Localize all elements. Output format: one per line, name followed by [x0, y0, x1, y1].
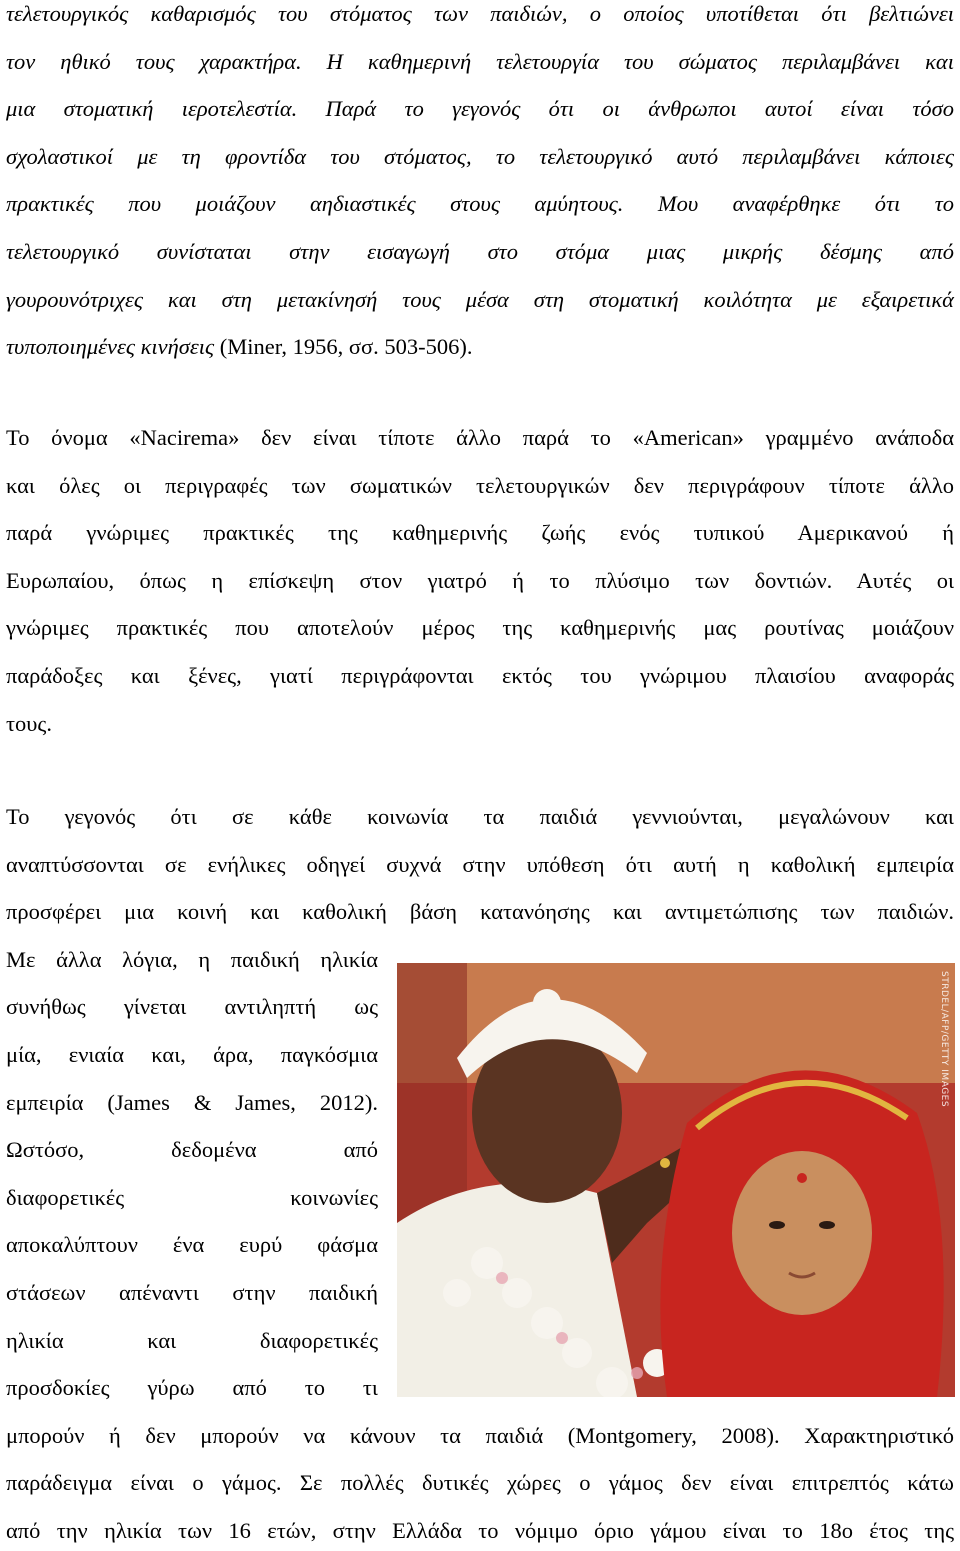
text-span: τον ηθικό τους χαρακτήρα. Η καθημερινή τελετουργία του σώματος περιλαμβάνει και	[6, 48, 954, 74]
p3-wrapped-line	[6, 1321, 378, 1361]
text-span: παράδειγμα είναι ο γάμος. Σε πολλές δυτικές χώρες ο γάμος δεν είναι επιτρεπτός κάτω	[6, 1470, 954, 1496]
p1-line	[6, 232, 954, 272]
text-span: Το γεγονός ότι σε κάθε κοινωνία τα παιδιά γεννιούνται, μεγαλώνουν και	[6, 804, 954, 829]
text-span: διαφορετικές κοινωνίες	[6, 1184, 378, 1210]
p3-line	[6, 845, 954, 885]
text-span: σχολαστικοί με τη φροντίδα του στόματος, το τελετουργικό αυτό περιλαμβάνει κάποιες	[6, 143, 954, 169]
text-span: (Miner, 1956, σσ. 503-506).	[214, 334, 473, 360]
text-span: τελετουργικός καθαρισμός του στόματος των παιδιών, ο οποίος υποτίθεται ότι βελτιώνει	[6, 1, 954, 26]
text-span: Το όνομα «Nacirema» δεν είναι τίποτε άλλο παρά το «American» γραμμένο ανάποδα	[6, 425, 954, 450]
p2-line	[6, 704, 954, 744]
text-span: αναπτύσσονται σε ενήλικες οδηγεί συχνά στην υπόθεση ότι αυτή η καθολική εμπειρία	[6, 851, 954, 877]
text-span: προσδοκίες γύρω από το τι	[6, 1375, 378, 1401]
text-span: μία, ενιαία και, άρα, παγκόσμια	[6, 1042, 378, 1067]
text-span: Ωστόσο, δεδομένα από	[6, 1137, 378, 1163]
text-span: τυποποιημένες κινήσεις	[6, 334, 215, 360]
text-span: και όλες οι περιγραφές των σωματικών τελετουργικών δεν περιγράφουν τίποτε άλλο	[6, 472, 954, 498]
p3-line	[6, 1416, 954, 1456]
p1-line	[6, 0, 954, 34]
p3-line	[6, 1511, 954, 1551]
wedding-photo	[397, 963, 955, 1397]
p3-wrapped-line	[6, 1273, 378, 1313]
p2-line	[6, 561, 954, 601]
p1-line	[6, 42, 954, 82]
p3-wrapped-line	[6, 987, 378, 1027]
text-span: προσφέρει μια κοινή και καθολική βάση κατανόησης και αντιμετώπισης των παιδιών.	[6, 899, 954, 925]
photo-watermark: STRDEL/AFP/GETTY IMAGES	[939, 971, 949, 1108]
p3-wrapped-line	[6, 1368, 378, 1408]
text-span: τους.	[6, 710, 52, 736]
text-span: γνώριμες πρακτικές που αποτελούν μέρος της καθημερινής μας ρουτίνας μοιάζουν	[6, 615, 954, 641]
text-span: Με άλλα λόγια, η παιδική ηλικία	[6, 946, 378, 972]
text-span: στάσεων απέναντι στην παιδική	[6, 1280, 378, 1305]
p1-line	[6, 327, 954, 367]
p3-wrapped-line	[6, 1083, 378, 1123]
p3-line	[6, 892, 954, 932]
text-span: ηλικία και διαφορετικές	[6, 1327, 378, 1353]
text-span: παράδοξες και ξένες, γιατί περιγράφονται εκτός του γνώριμου πλαισίου αναφοράς	[6, 663, 954, 688]
p3-line	[6, 1463, 954, 1503]
p3-wrapped-line	[6, 1225, 378, 1265]
p3-wrapped-line	[6, 1178, 378, 1218]
p1-line	[6, 184, 954, 224]
p1-line	[6, 280, 954, 320]
p2-line	[6, 513, 954, 553]
p1-line	[6, 89, 954, 129]
text-span: πρακτικές που μοιάζουν αηδιαστικές στους αμύητους. Μου αναφέρθηκε ότι το	[6, 191, 954, 217]
p2-line	[6, 466, 954, 506]
p1-line	[6, 137, 954, 177]
text-span: μια στοματική ιεροτελεστία. Παρά το γεγονός ότι οι άνθρωποι αυτοί είναι τόσο	[6, 96, 954, 122]
text-span: γουρουνότριχες και στη μετακίνησή τους μέσα στη στοματική κοιλότητα με εξαιρετικά	[6, 286, 954, 312]
text-span: Ευρωπαίου, όπως η επίσκεψη στον γιατρό ή το πλύσιμο των δοντιών. Αυτές οι	[6, 567, 954, 593]
text-span: τελετουργικό συνίσταται στην εισαγωγή στο στόμα μιας μικρής δέσμης από	[6, 239, 954, 264]
p2-line	[6, 608, 954, 648]
text-span: αποκαλύπτουν ένα ευρύ φάσμα	[6, 1232, 378, 1258]
text-span: μπορούν ή δεν μπορούν να κάνουν τα παιδιά (Montgomery, 2008). Χαρακτηριστικό	[6, 1422, 954, 1448]
text-span: παρά γνώριμες πρακτικές της καθημερινής ζωής ενός τυπικού Αμερικανού ή	[6, 520, 954, 546]
p3-wrapped-line	[6, 1130, 378, 1170]
text-span: από την ηλικία των 16 ετών, στην Ελλάδα το νόμιμο όριο γάμου είναι το 18ο έτος της	[6, 1518, 954, 1543]
wedding-photo-illustration	[397, 963, 955, 1397]
p2-line	[6, 418, 954, 458]
p3-wrapped-line	[6, 1035, 378, 1075]
text-span: συνήθως γίνεται αντιληπτή ως	[6, 994, 378, 1020]
p3-line	[6, 797, 954, 837]
p3-wrapped-line	[6, 940, 378, 980]
p2-line	[6, 656, 954, 696]
text-span: εμπειρία (James & James, 2012).	[6, 1089, 378, 1115]
